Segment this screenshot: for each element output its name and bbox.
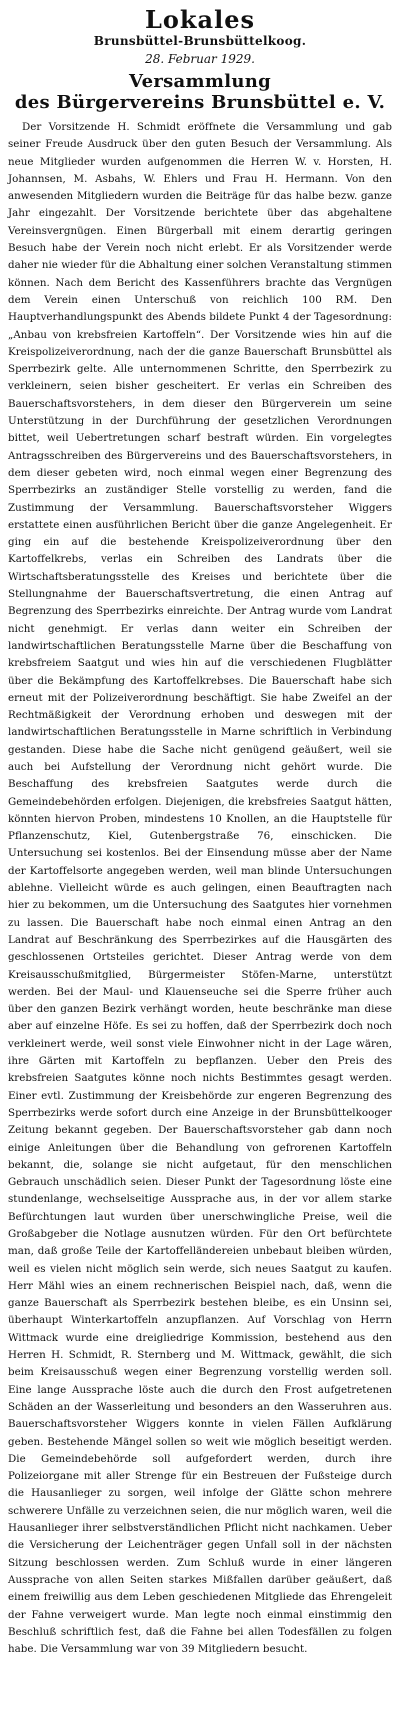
section-title: Lokales xyxy=(145,5,255,34)
article-paragraph: Der Vorsitzende H. Schmidt eröffnete die Versammlung und gab seiner Freude Ausdruck über den guten Besuch der Versammlung. Als neue Mitglieder wurden aufgenommen die Herren W. v. Horsten, H. Johannsen, M. Asbahs, W. Ehlers und Frau H. Hermann. Von den anwesenden Mitgliedern wurden die Beiträge für das halbe bezw. ganze Jahr eingezahlt. Der Vorsitzende berichtete über das abgehaltene Vereinsvergnügen. Einen Bürgerball mit einem derartig geringen Besuch habe der Verein noch nicht erlebt. Er als Vorsitzender werde daher nie wieder für die Abhaltung einer solchen Veranstaltung stimmen können. Nach dem Bericht des Kassenführers brachte das Vergnügen dem Verein einen Unterschuß von reichlich 100 RM. Den Hauptverhandlungspunkt des Abends bildete Punkt 4 der Tagesordnung: „Anbau von krebsfreien Kartoffeln“. Der Vorsitzende wies hin auf die Kreispolizeiverordnung, nach der die ganze Bauerschaft Brunsbüttel als Sperrbezirk gelte. Alle unternommenen Schritte, den Sperrbezirk zu verkleinern, seien bisher gescheitert. Er verlas ein Schreiben des Bauerschaftsvorstehers, in dem dieser den Bürgerverein um seine Unterstützung in der Durchführung der gesetzlichen Verordnungen bittet, weil Uebertretungen scharf bestraft würden. Ein vorgelegtes Antragsschreiben des Bürgervereins und des Bauerschaftsvorstehers, in dem dieser gebeten wird, noch einmal wegen einer Begrenzung des Sperrbezirks an zuständiger Stelle vorstellig zu werden, fand die Zustimmung der Versammlung. Bauerschaftsvorsteher Wiggers erstattete einen ausführlichen Bericht über die ganze Angelegenheit. Er ging ein auf die bestehende Kreispolizeiverordnung über den Kartoffelkrebs, verlas ein Schreiben des Landrats über die Wirtschaftsberatungsstelle des Kreises und berichtete über die Stellungnahme der Bauerschaftsvertretung, die einen Antrag auf Begrenzung des Sperrbezirks einreichte. Der Antrag wurde vom Landrat nicht genehmigt. Er verlas dann weiter ein Schreiben der landwirtschaftlichen Beratungsstelle Marne über die Beschaffung von krebsfreiem Saatgut und wies hin auf die verschiedenen Flugblätter über die Bekämpfung des Kartoffelkrebses. Die Bauerschaft habe sich erneut mit der Polizeiverordnung beschäftigt. Sie habe Zweifel an der Rechtmäßigkeit der Verordnung erhoben und deswegen mit der landwirtschaftlichen Beratungsstelle in Marne schriftlich in Verbindung gestanden. Diese habe die Sache nicht genügend geäußert, weil sie auch bei Aufstellung der Verordnung nicht gehört wurde. Die Beschaffung des krebsfreien Saatgutes werde durch die Gemeindebehörden erfolgen. Diejenigen, die krebsfreies Saatgut hätten, könnten hiervon Proben, mindestens 10 Knollen, an die Hauptstelle für Pflanzenschutz, Kiel, Gutenbergstraße 76, einschicken. Die Untersuchung sei kostenlos. Bei der Einsendung müsse aber der Name der Kartoffelsorte angegeben werden, weil man blinde Untersuchungen ablehne. Vielleicht würde es auch gelingen, einen Beauftragten nach hier zu bekommen, um die Untersuchung des Saatgutes hier vornehmen zu lassen. Die Bauerschaft habe noch einmal einen Antrag an den Landrat auf Beschränkung des Sperrbezirkes auf die Hausgärten des geschlossenen Ortsteiles gerichtet. Dieser Antrag werde von dem Kreisausschußmitglied, Bürgermeister Stöfen-Marne, unterstützt werden. Bei der Maul- und Klauenseuche sei die Sperre früher auch über den ganzen Bezirk verhängt worden, heute beschränke man diese aber auf einzelne Höfe. Es sei zu hoffen, daß der Sperrbezirk doch noch verkleinert werde, weil sonst viele Einwohner nicht in der Lage wären, ihre Gärten mit Kartoffeln zu bepflanzen. Ueber den Preis des krebsfreien Saatgutes könne noch nichts Bestimmtes gesagt werden. Einer evtl. Zustimmung der Kreisbehörde zur engeren Begrenzung des Sperrbezirks werde sofort durch eine Anzeige in der Brunsbüttelkooger Zeitung bekannt gegeben. Der Bauerschaftsvorsteher gab dann noch einige Anleitungen über die Behandlung von gefrorenen Kartoffeln bekannt, die, solange sie nicht aufgetaut, für den menschlichen Gebrauch unschädlich seien. Dieser Punkt der Tagesordnung löste eine stundenlange, wechselseitige Aussprache aus, in der vor allem starke Befürchtungen laut wurden über unerschwingliche Preise, weil die Großabgeber die Notlage ausnutzen würden. Für den Ort befürchtete man, daß große Teile der Kartoffelländereien unbebaut bleiben würden, weil es vielen nicht möglich sein werde, sich neues Saatgut zu kaufen. Herr Mähl wies an einem rechnerischen Beispiel nach, daß, wenn die ganze Bauerschaft als Sperrbezirk bestehen bleibe, es ein Unsinn sei, überhaupt Winterkartoffeln anzupflanzen. Auf Vorschlag von Herrn Wittmack wurde eine dreigliedrige Kommission, bestehend aus den Herren H. Schmidt, R. Sternberg und M. Wittmack, gewählt, die sich beim Kreisausschuß wegen einer Begrenzung vorstellig werden soll. Eine lange Aussprache löste auch die durch den Frost aufgetretenen Schäden an der Wasserleitung und besonders an den Wasseruhren aus. Bauerschaftsvorsteher Wiggers konnte in vielen Fällen Aufklärung geben. Bestehende Mängel sollen so weit wie möglich beseitigt werden. Die Gemeindebehörde soll aufgefordert werden, durch ihre Polizeiorgane mit aller Strenge für ein Bestreuen der Fußsteige durch die Hausanlieger zu sorgen, weil infolge der Glätte schon mehrere schwerere Unfälle zu verzeichnen seien, die nur möglich waren, weil die Hausanlieger ihrer selbstverständlichen Pflicht nicht nachkamen. Ueber die Versicherung der Leichenträger gegen Unfall soll in der nächsten Sitzung beschlossen werden. Zum Schluß wurde in einer längeren Aussprache von allen Seiten starkes Mißfallen darüber geäußert, daß einem freiwillig aus dem Leben geschiedenen Mitgliede das Ehrengeleit der Fahne verweigert wurde. Man legte noch einmal einstimmig den Beschluß schriftlich fest, daß die Fahne bei allen Todesfällen zu folgen habe. Die Versammlung war von 39 Mitgliedern besucht. xyxy=(8,121,392,1656)
headline-line-1: Versammlung xyxy=(128,71,272,92)
article-date: 28. Februar 1929. xyxy=(145,52,255,66)
article-body xyxy=(8,119,392,1658)
section-subtitle: Brunsbüttel-Brunsbüttelkoog. xyxy=(93,34,307,48)
headline-line-2: des Bürgervereins Brunsbüttel e. V. xyxy=(14,92,386,113)
